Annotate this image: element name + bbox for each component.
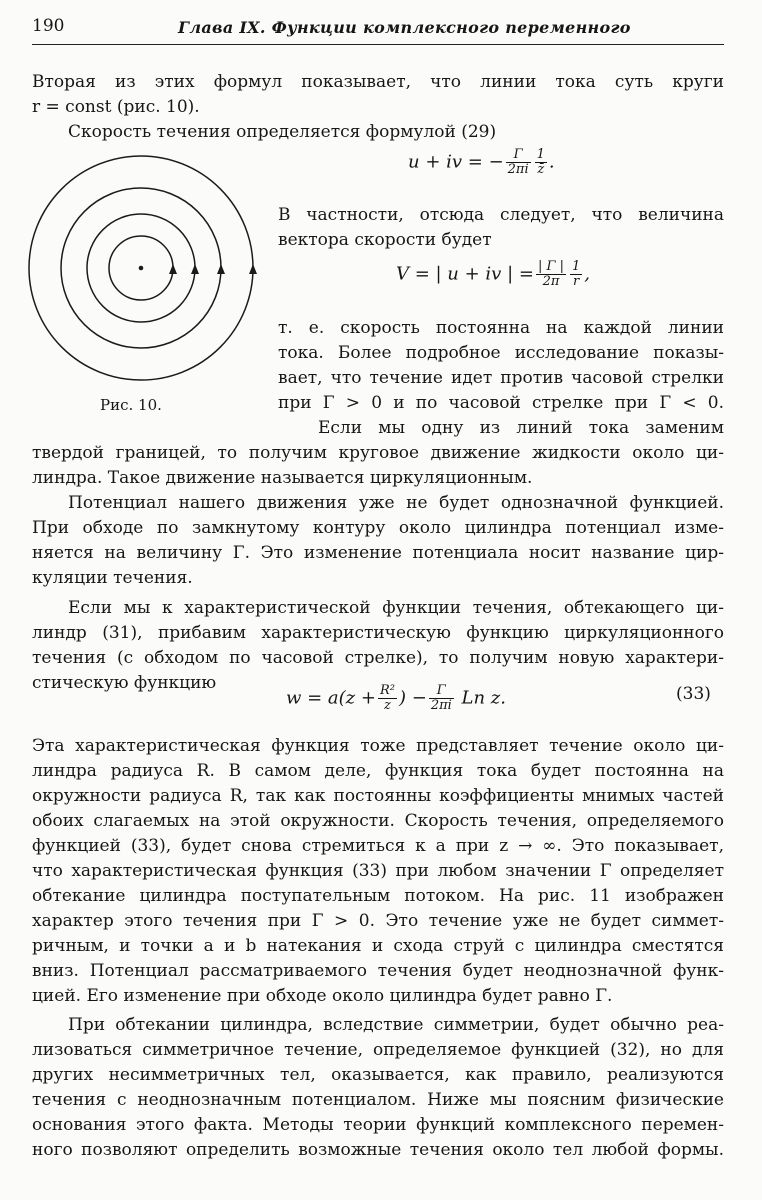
fraction-numerator: 1 xyxy=(536,147,545,162)
fraction-numerator: | Γ | xyxy=(537,259,564,274)
text-line: лизоваться симметричное течение, определяемое функцией (32), но для xyxy=(32,1040,724,1060)
text-line: вниз. Потенциал рассматриваемого течения будет неоднозначной функ- xyxy=(32,961,724,981)
equation-characteristic-function xyxy=(286,684,506,713)
flow-arrow-icon xyxy=(169,264,177,274)
text-line: т. е. скорость постоянна на каждой линии xyxy=(278,318,724,338)
fraction xyxy=(506,148,531,177)
text-line: течения с неоднозначным потенциалом. Ниже мы поясним физические xyxy=(32,1090,724,1110)
text-line: В частности, отсюда следует, что величина xyxy=(278,205,724,225)
equation-velocity xyxy=(408,148,555,177)
equation-punctuation: . xyxy=(548,151,555,173)
fraction xyxy=(378,684,397,713)
text-line: Если мы к характеристической функции течения, обтекающего ци- xyxy=(68,598,724,618)
text-line: характер этого течения при Γ > 0. Это течение уже не будет симмет- xyxy=(32,911,724,931)
text-line: стическую функцию xyxy=(32,673,217,693)
text-line: окружности радиуса R, так как постоянны коэффициенты мнимых частей xyxy=(32,786,724,806)
equation-number: (33) xyxy=(676,684,711,704)
fraction-denominator: r xyxy=(573,274,580,289)
fraction-numerator: R² xyxy=(379,683,395,698)
equation-magnitude-lhs: V = | u + iv | = xyxy=(396,263,534,285)
flow-arrow-icon xyxy=(249,264,257,274)
text-line: что характеристическая функция (33) при любом значении Γ определяет xyxy=(32,861,724,881)
page-number: 190 xyxy=(32,16,65,36)
flow-arrow-icon xyxy=(217,264,225,274)
fraction-numerator: Γ xyxy=(429,684,454,699)
equation-w-lhs: w = a(z + xyxy=(286,687,376,709)
text-line: При обходе по замкнутому контуру около цилиндра потенциал изме- xyxy=(32,518,724,538)
concentric-circles-figure xyxy=(20,150,264,386)
fraction-denominator: z xyxy=(384,698,391,713)
text-line: линдра радиуса R. В самом деле, функция тока будет постоянна на xyxy=(32,761,724,781)
fraction-denominator: 2πi xyxy=(507,162,529,177)
equation-punctuation: , xyxy=(584,263,591,285)
equation-magnitude xyxy=(396,260,590,289)
header-rule xyxy=(32,44,724,45)
text-line: линдр (31), прибавим характеристическую функцию циркуляционного xyxy=(32,623,724,643)
text-line: Скорость течения определяется формулой (29) xyxy=(68,122,497,142)
text-line: r = const (рис. 10). xyxy=(32,97,200,117)
text-line: при Γ > 0 и по часовой стрелке при Γ < 0. xyxy=(278,393,724,413)
text-line: При обтекании цилиндра, вследствие симметрии, будет обычно реа- xyxy=(68,1015,724,1035)
fraction xyxy=(536,260,566,289)
text-line: линдра. Такое движение называется циркуляционным. xyxy=(32,468,533,488)
text-line: обоих слагаемых на этой окружности. Скорость течения, определяемого xyxy=(32,811,724,831)
text-line: ричным, и точки a и b натекания и схода струй с цилиндра сместятся xyxy=(32,936,724,956)
text-line: течения (с обходом по часовой стрелке), то получим новую характери- xyxy=(32,648,724,668)
equation-w-mid: ) − xyxy=(398,687,427,709)
text-line: других несимметричных тел, оказывается, как правило, реализуются xyxy=(32,1065,724,1085)
chapter-title: Глава IX. Функции комплексного переменного xyxy=(178,18,631,37)
fraction xyxy=(429,684,454,713)
text-line: твердой границей, то получим круговое движение жидкости около ци- xyxy=(32,443,724,463)
text-line: Если мы одну из линий тока заменим xyxy=(318,418,724,438)
text-line: обтекание цилиндра поступательным потоком. На рис. 11 изображен xyxy=(32,886,724,906)
text-line: тока. Более подробное исследование показы- xyxy=(278,343,724,363)
text-line: Эта характеристическая функция тоже представляет течение около ци- xyxy=(32,736,724,756)
fraction xyxy=(535,148,547,177)
text-line: вектора скорости будет xyxy=(278,230,492,250)
text-line: Потенциал нашего движения уже не будет однозначной функцией. xyxy=(68,493,724,513)
figure-caption: Рис. 10. xyxy=(100,396,162,414)
text-line: няется на величину Γ. Это изменение потенциала носит название цир- xyxy=(32,543,724,563)
text-line: куляции течения. xyxy=(32,568,193,588)
fraction-denominator: 2π xyxy=(542,274,560,289)
fraction-numerator: Γ xyxy=(506,148,531,163)
center-point xyxy=(139,266,144,271)
text-line: функцией (33), будет снова стремиться к a при z → ∞. Это показывает, xyxy=(32,836,724,856)
fraction-numerator: 1 xyxy=(572,259,581,274)
text-line: вает, что течение идет против часовой стрелки xyxy=(278,368,724,388)
text-line: цией. Его изменение при обходе около цилиндра будет равно Γ. xyxy=(32,986,613,1006)
fraction xyxy=(570,260,582,289)
fraction-denominator: 2πi xyxy=(430,698,452,713)
equation-velocity-lhs: u + iv = − xyxy=(408,151,504,173)
text-line: Вторая из этих формул показывает, что линии тока суть круги xyxy=(32,72,724,92)
fraction-denominator: z̄ xyxy=(537,162,545,177)
equation-w-end: Ln z. xyxy=(461,687,507,709)
text-line: основания этого факта. Методы теории функций комплексного перемен- xyxy=(32,1115,724,1135)
text-line: ного позволяют определить возможные течения около тел любой формы. xyxy=(32,1140,724,1160)
flow-arrow-icon xyxy=(191,264,199,274)
